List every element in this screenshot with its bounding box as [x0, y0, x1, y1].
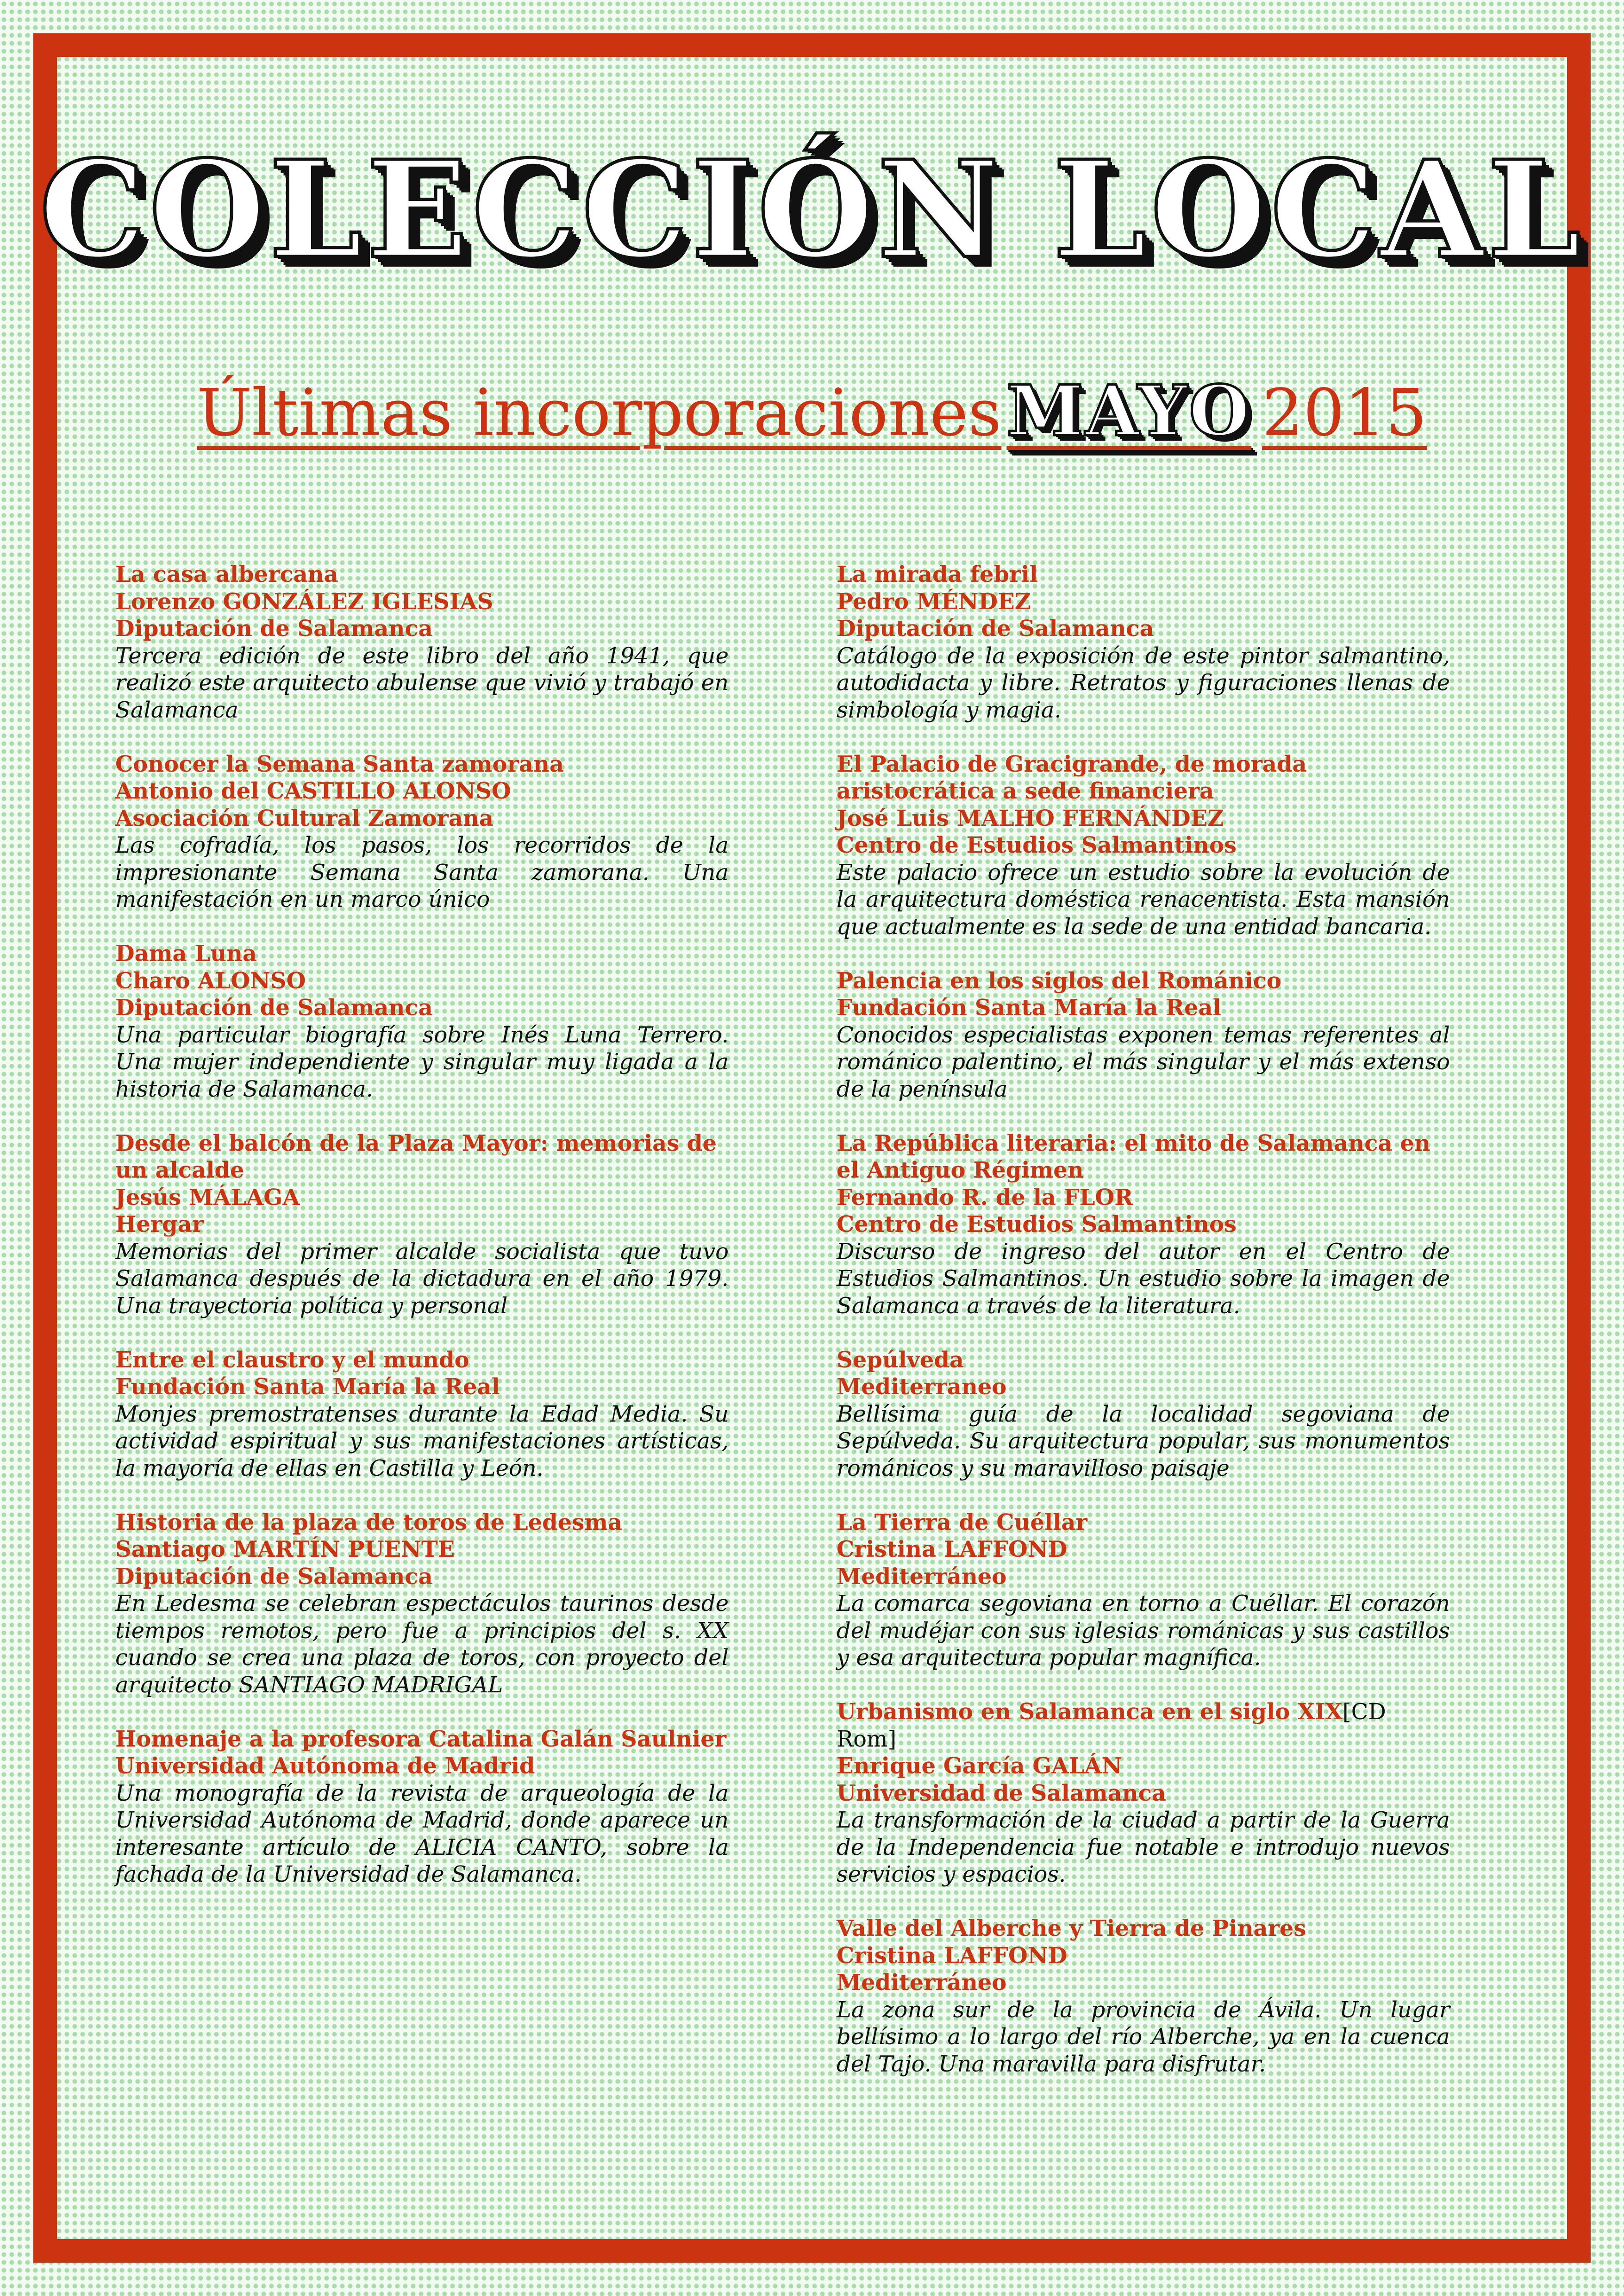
book-publisher: Hergar: [115, 1211, 204, 1237]
book-author: Enrique García GALÁN: [837, 1753, 1122, 1779]
book-description: Catálogo de la exposición de este pintor salmantino, autodidacta y libre. Retratos y figuraciones llenas de simbología y magia.: [837, 643, 1450, 723]
book-author: Cristina LAFFOND: [837, 1942, 1068, 1969]
book-title: Dama Luna: [115, 941, 257, 967]
book-entry: [115, 1509, 729, 1699]
subtitle-month: MAYO: [1006, 370, 1251, 452]
book-title-line: [837, 1698, 1450, 1753]
book-description: Este palacio ofrece un estudio sobre la evolución de la arquitectura doméstica renacentista. Esta mansión que actualmente es la sede de una entidad bancaria.: [837, 859, 1450, 940]
book-author: Cristina LAFFOND: [837, 1536, 1068, 1562]
book-description: Una particular biografía sobre Inés Luna Terrero. Una mujer independiente y singular muy ligada a la historia de Salamanca.: [115, 1022, 729, 1102]
book-title: Sepúlveda: [837, 1347, 964, 1373]
book-entry: [115, 1130, 729, 1320]
book-entry: [837, 751, 1450, 941]
book-publisher: Diputación de Salamanca: [115, 616, 433, 642]
book-title: Entre el claustro y el mundo: [115, 1347, 469, 1373]
book-title: Homenaje a la profesora Catalina Galán Saulnier: [115, 1726, 727, 1752]
book-entry: [115, 751, 729, 913]
book-description: La zona sur de la provincia de Ávila. Un lugar bellísimo a lo largo del río Alberche, ya en la cuenca del Tajo. Una maravilla para disfrutar.: [837, 1997, 1450, 2077]
book-title: Urbanismo en Salamanca en el siglo XIX: [837, 1699, 1343, 1725]
book-publisher: Diputación de Salamanca: [837, 616, 1154, 642]
book-title: Valle del Alberche y Tierra de Pinares: [837, 1915, 1306, 1941]
book-description: Una monografía de la revista de arqueología de la Universidad Autónoma de Madrid, donde aparece un interesante artículo de ALICIA CANTO, sobre la fachada de la Universidad de Salamanca.: [115, 1780, 729, 1887]
right-column: [837, 561, 1450, 2105]
book-description: Discurso de ingreso del autor en el Centro de Estudios Salmantinos. Un estudio sobre la imagen de Salamanca a través de la literatura.: [837, 1238, 1450, 1319]
book-publisher: Diputación de Salamanca: [115, 995, 433, 1021]
book-description: Las cofradía, los pasos, los recorridos de la impresionante Semana Santa zamorana. Una manifestación en un marco único: [115, 832, 729, 912]
book-publisher: Mediterraneo: [837, 1374, 1007, 1400]
book-description: Bellísima guía de la localidad segoviana de Sepúlveda. Su arquitectura popular, sus monumentos románicos y su maravilloso paisaje: [837, 1401, 1450, 1481]
book-author: José Luis MALHO FERNÁNDEZ: [837, 805, 1224, 831]
book-description: La transformación de la ciudad a partir de la Guerra de la Independencia fue notable e introdujo nuevos servicios y espacios.: [837, 1807, 1450, 1887]
book-publisher: Universidad Autónoma de Madrid: [115, 1753, 535, 1779]
book-entry: [837, 561, 1450, 724]
book-title: La Tierra de Cuéllar: [837, 1509, 1087, 1535]
book-publisher: Centro de Estudios Salmantinos: [837, 832, 1237, 858]
book-title: Desde el balcón de la Plaza Mayor: memorias de un alcalde: [115, 1130, 717, 1183]
book-author: Charo ALONSO: [115, 967, 306, 994]
book-publisher: Fundación Santa María la Real: [115, 1374, 500, 1400]
book-entry: [837, 1915, 1450, 2078]
book-author: Lorenzo GONZÁLEZ IGLESIAS: [115, 588, 493, 615]
left-column: [115, 561, 729, 1915]
book-publisher: Mediterráneo: [837, 1563, 1007, 1590]
book-publisher: Universidad de Salamanca: [837, 1780, 1166, 1806]
book-title: Conocer la Semana Santa zamorana: [115, 751, 564, 777]
book-publisher: Centro de Estudios Salmantinos: [837, 1211, 1237, 1237]
book-entry: [837, 1130, 1450, 1320]
book-author: Fernando R. de la FLOR: [837, 1184, 1133, 1210]
book-entry: [115, 561, 729, 724]
book-publisher: Asociación Cultural Zamorana: [115, 805, 494, 831]
book-author: Pedro MÉNDEZ: [837, 588, 1031, 615]
book-entry: [837, 1698, 1450, 1888]
subtitle-year: 2015: [1262, 375, 1427, 451]
subtitle: [0, 370, 1624, 452]
book-publisher: Fundación Santa María la Real: [837, 995, 1221, 1021]
book-title: El Palacio de Gracigrande, de morada aristocrática a sede financiera: [837, 751, 1307, 804]
book-format-note: [CD Rom]: [837, 1699, 1386, 1752]
book-entry: [115, 1347, 729, 1482]
book-author: Santiago MARTÍN PUENTE: [115, 1536, 455, 1562]
book-title: Palencia en los siglos del Románico: [837, 967, 1282, 994]
book-description: Memorias del primer alcalde socialista que tuvo Salamanca después de la dictadura en el año 1979. Una trayectoria política y personal: [115, 1238, 729, 1319]
subtitle-text: Últimas incorporaciones: [197, 375, 1002, 451]
book-description: Conocidos especialistas exponen temas referentes al románico palentino, el más singular y el más extenso de la península: [837, 1022, 1450, 1102]
book-title: Historia de la plaza de toros de Ledesma: [115, 1509, 623, 1535]
book-title: La casa albercana: [115, 562, 338, 587]
book-title: La mirada febril: [837, 562, 1038, 587]
book-description: Tercera edición de este libro del año 1941, que realizó este arquitecto abulense que vivió y trabajó en Salamanca: [115, 643, 729, 723]
book-entry: [115, 1726, 729, 1888]
book-description: Monjes premostratenses durante la Edad Media. Su actividad espiritual y sus manifestaciones artísticas, la mayoría de ellas en Castilla y León.: [115, 1401, 729, 1481]
book-description: En Ledesma se celebran espectáculos taurinos desde tiempos remotos, pero fue a principios del s. XX cuando se crea una plaza de toros, con proyecto del arquitecto SANTIAGO MADRIGAL: [115, 1591, 729, 1698]
book-entry: [115, 940, 729, 1103]
poster-title: COLECCIÓN LOCAL: [39, 131, 1585, 288]
book-title: La República literaria: el mito de Salamanca en el Antiguo Régimen: [837, 1130, 1430, 1183]
book-entry: [837, 1347, 1450, 1482]
book-entry: [837, 1509, 1450, 1672]
book-author: Jesús MÁLAGA: [115, 1184, 300, 1210]
book-entry: [837, 967, 1450, 1103]
book-publisher: Diputación de Salamanca: [115, 1563, 433, 1590]
book-publisher: Mediterráneo: [837, 1970, 1007, 1996]
book-description: La comarca segoviana en torno a Cuéllar. El corazón del mudéjar con sus iglesias románicas y sus castillos y esa arquitectura popular magnífica.: [837, 1591, 1450, 1671]
book-author: Antonio del CASTILLO ALONSO: [115, 778, 511, 804]
